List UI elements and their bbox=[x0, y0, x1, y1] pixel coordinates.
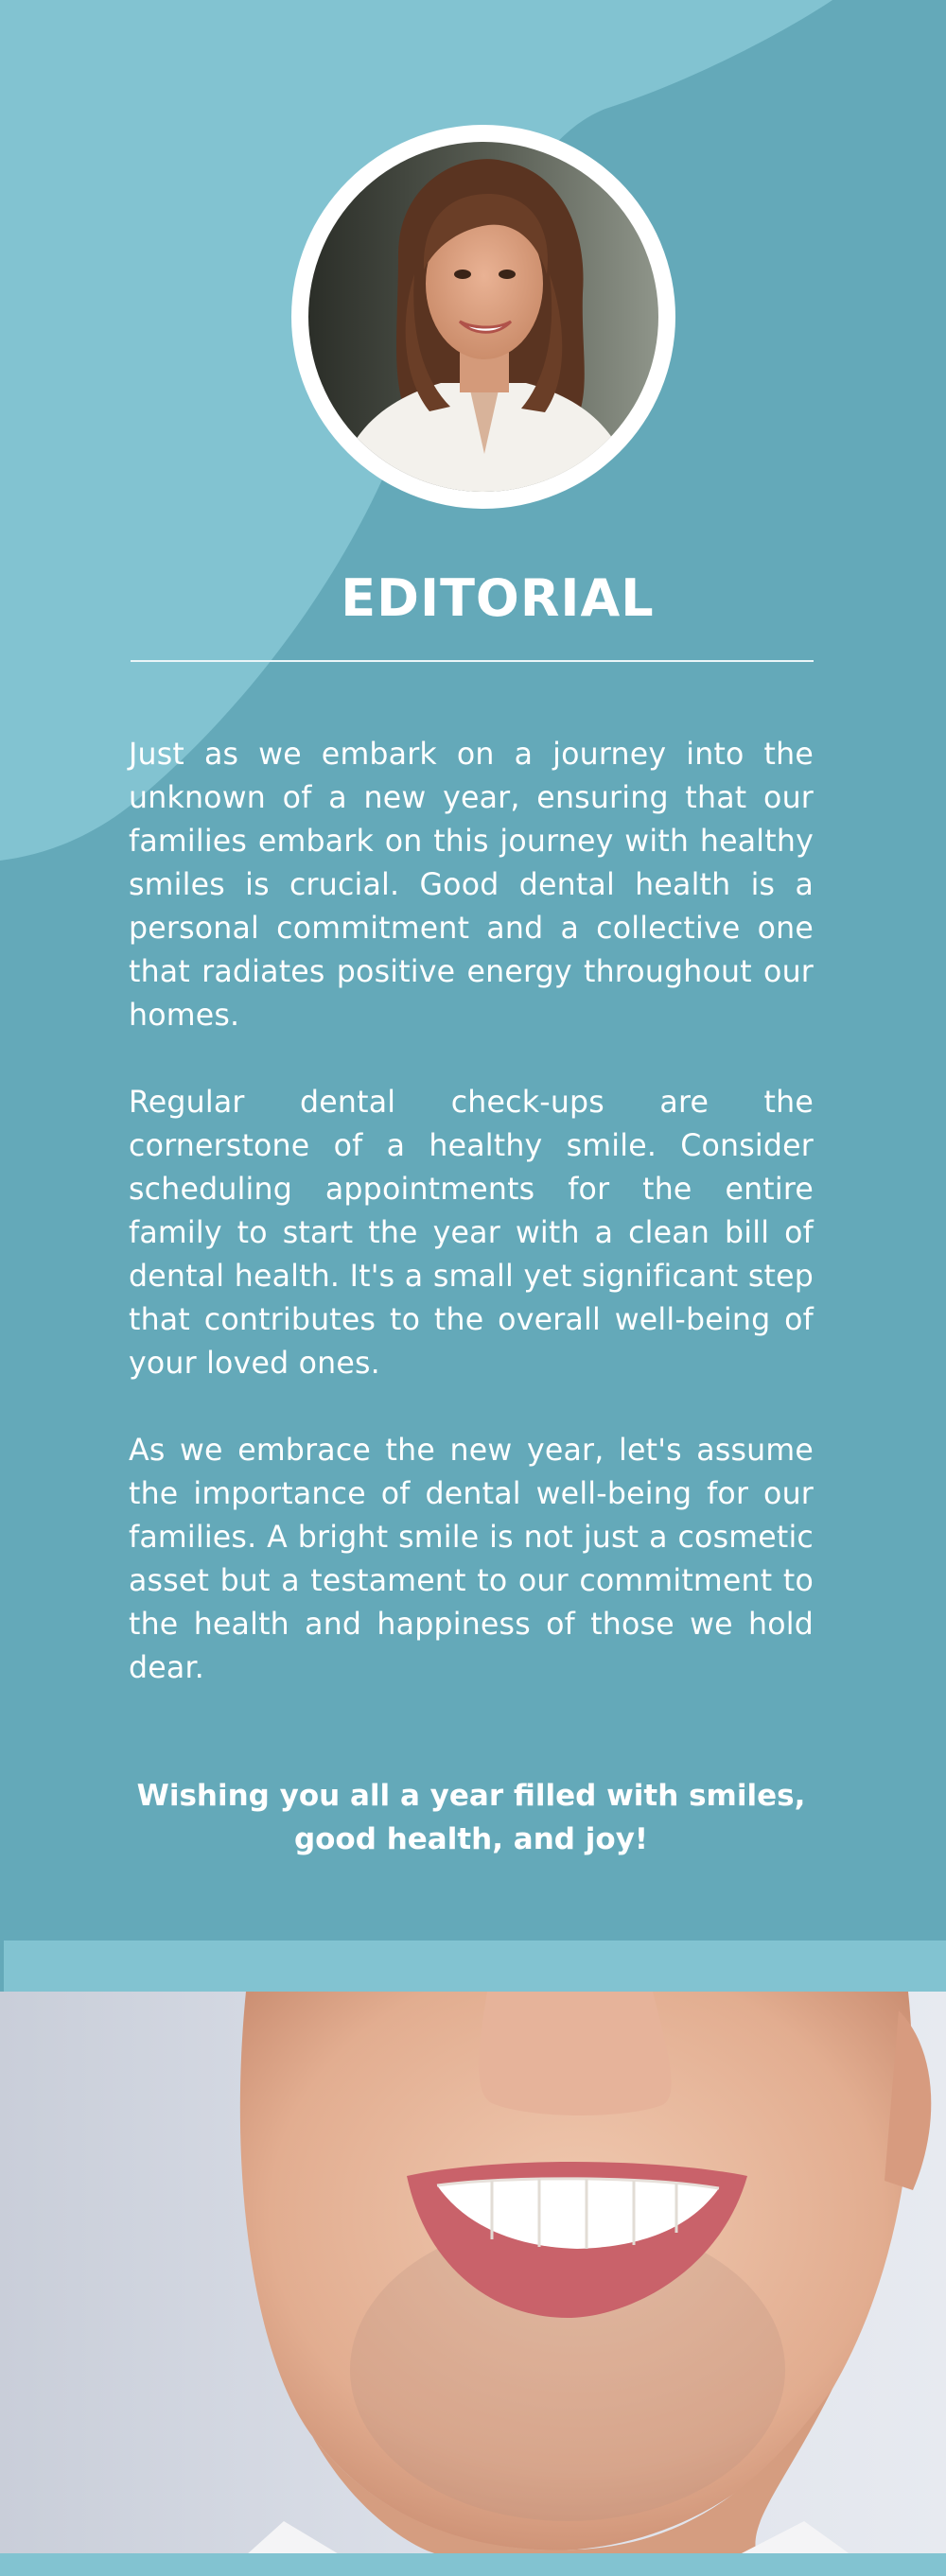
title-divider bbox=[131, 660, 814, 662]
article-paragraph: Just as we embark on a journey into the unknown of a new year, ensuring that our families embark on this journey with healthy smiles is crucial. Good dental health is a personal commitment and a collective one that radiates positive energy throughout our homes. bbox=[129, 738, 814, 1033]
decorative-band-bottom bbox=[0, 2553, 946, 2576]
article-paragraph: Regular dental check-ups are the cornerstone of a healthy smile. Consider scheduling appointments for the entire family to start the year with a clean bill of dental health. It's a small yet significant step that contributes to the overall well-being of your loved ones. bbox=[129, 1086, 814, 1381]
article-paragraph: As we embrace the new year, let's assume the importance of dental well-being for our families. A bright smile is not just a cosmetic asset but a testament to our commitment to the health and happiness of those we hold dear. bbox=[129, 1434, 814, 1685]
smile-photo bbox=[0, 1992, 946, 2555]
decorative-band bbox=[4, 1941, 946, 1992]
author-portrait-frame bbox=[291, 125, 675, 509]
page-title: EDITORIAL bbox=[341, 568, 655, 628]
author-portrait-image bbox=[308, 142, 658, 492]
article-body bbox=[129, 733, 814, 1733]
closing-wish: Wishing you all a year filled with smiles, good health, and joy! bbox=[136, 1779, 806, 1856]
